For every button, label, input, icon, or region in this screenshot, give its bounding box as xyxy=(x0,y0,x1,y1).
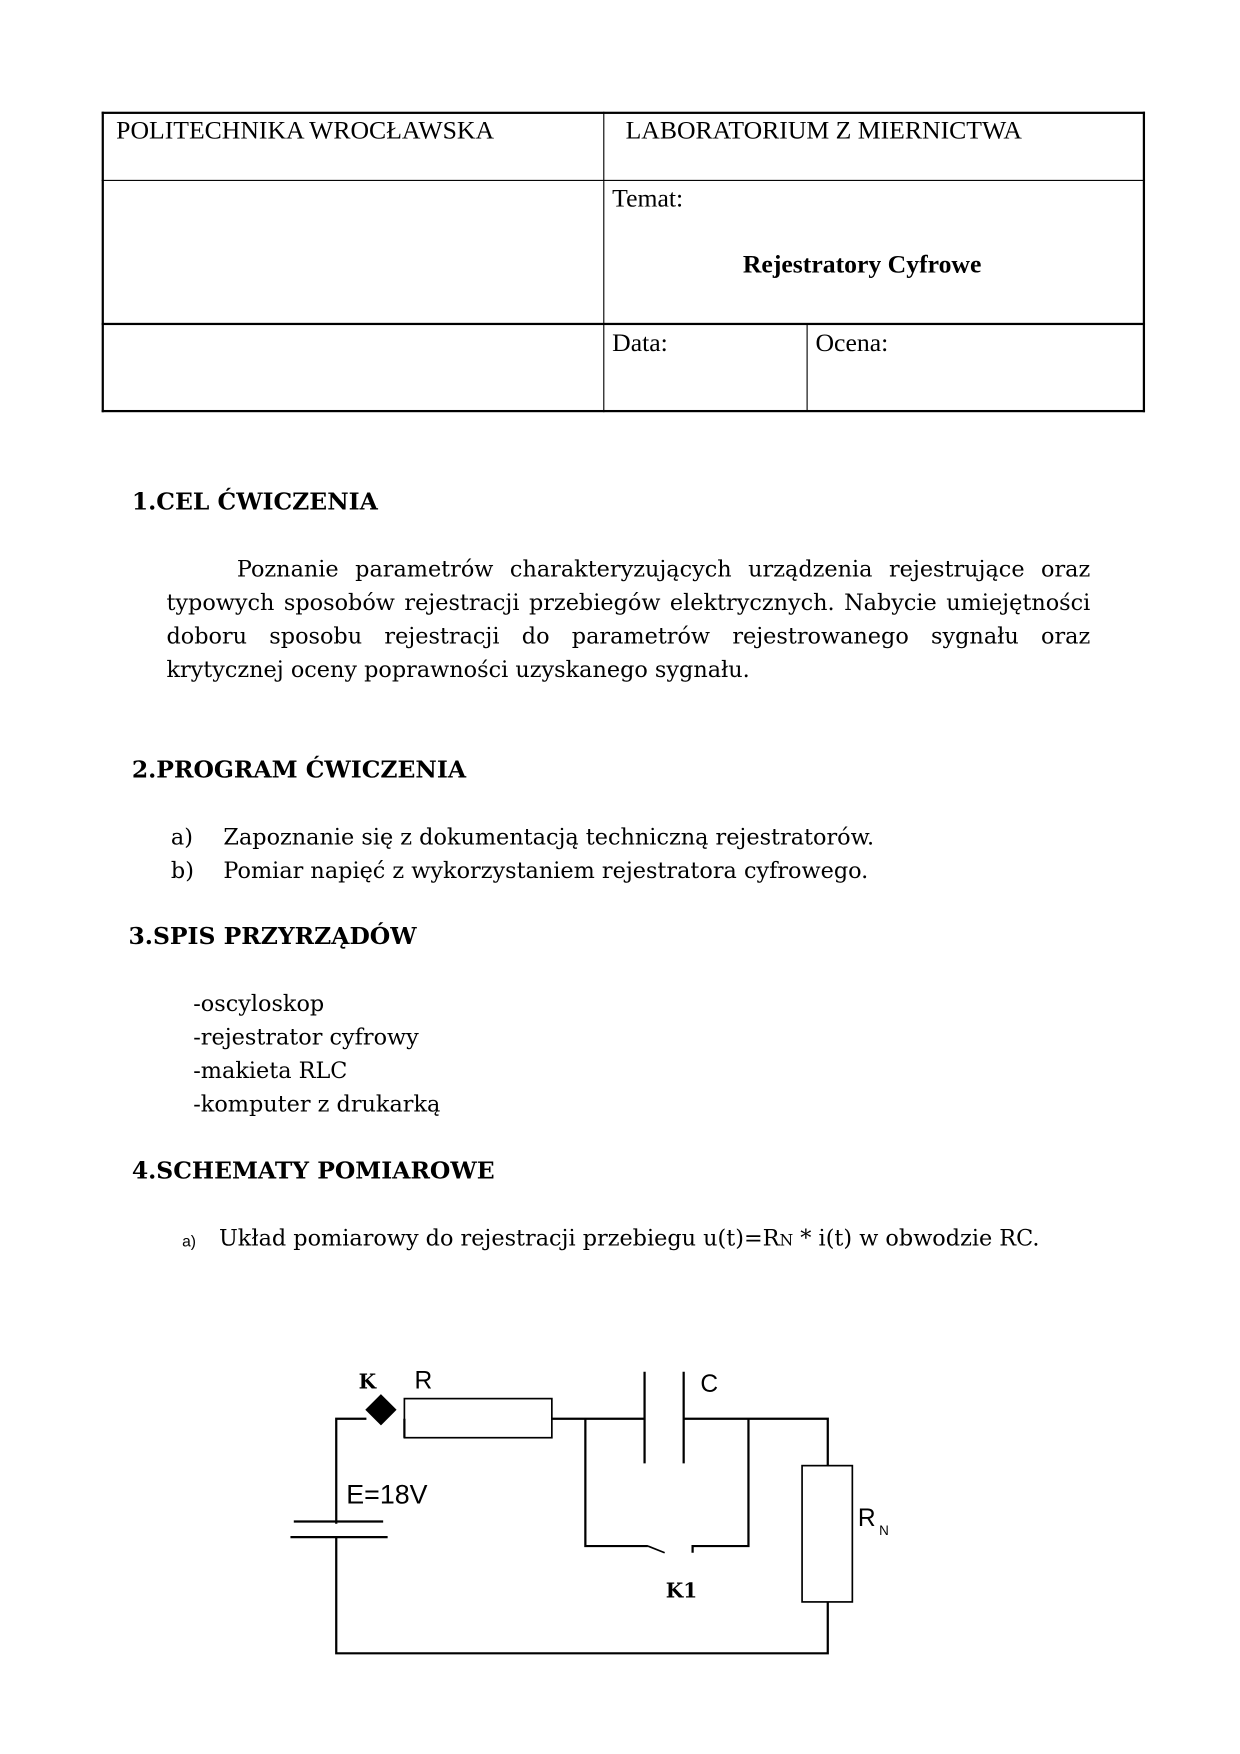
caption-text: * i(t) w obwodzie RC. xyxy=(793,1224,1040,1252)
switch-k-diamond-icon xyxy=(365,1394,396,1425)
university-name: POLITECHNIKA WROCŁAWSKA xyxy=(116,116,495,145)
caption-text: Układ pomiarowy do rejestracji przebiegu u(t)=R xyxy=(218,1224,780,1252)
label-r: R xyxy=(414,1367,433,1395)
list-item: -rejestrator cyfrowy xyxy=(193,1023,419,1051)
label-k: K xyxy=(358,1369,377,1394)
bypass-wire-left xyxy=(585,1419,648,1546)
list-item: Pomiar napięć z wykorzystaniem rejestratora cyfrowego. xyxy=(223,856,869,884)
list-item: -oscyloskop xyxy=(193,989,325,1017)
wire-top xyxy=(404,1419,827,1466)
label-source: E=18V xyxy=(346,1479,428,1510)
resistor-r xyxy=(404,1399,551,1438)
section-heading-goal: 1.CEL ĆWICZENIA xyxy=(131,487,378,515)
list-marker: b) xyxy=(170,856,194,884)
topic-title: Rejestratory Cyfrowe xyxy=(742,250,982,279)
caption-subscript: N xyxy=(779,1232,794,1251)
label-rn-subscript: N xyxy=(879,1522,889,1538)
label-rn: R xyxy=(857,1504,876,1532)
goal-paragraph: Poznanie parametrów charakteryzujących urządzenia rejestrujące oraz typowych sposobów rejestracji przebiegów elektrycznych. Nabycie umiejętności doboru sposobu rejestracji do parametrów rejestrowanego sygnału oraz krytycznej oceny poprawności uzyskanego sygnału. xyxy=(166,555,1091,683)
list-item: -komputer z drukarką xyxy=(193,1090,441,1118)
switch-k1-blade xyxy=(648,1546,665,1553)
section-heading-program: 2.PROGRAM ĆWICZENIA xyxy=(131,755,467,784)
topic-label: Temat: xyxy=(612,184,684,213)
wire-left xyxy=(336,1419,828,1654)
list-marker: a) xyxy=(182,1232,196,1251)
list-marker: a) xyxy=(170,823,193,851)
section-heading-schematics: 4.SCHEMATY POMIAROWE xyxy=(131,1156,495,1185)
resistor-rn xyxy=(802,1466,852,1602)
list-item: Zapoznanie się z dokumentacją techniczną rejestratorów. xyxy=(223,823,875,851)
label-c: C xyxy=(700,1370,719,1398)
list-item: -makieta RLC xyxy=(193,1056,348,1084)
section-heading-instruments: 3.SPIS PRZYRZĄDÓW xyxy=(128,921,417,950)
grade-label: Ocena: xyxy=(815,328,889,357)
date-label: Data: xyxy=(612,328,668,357)
lab-name: LABORATORIUM Z MIERNICTWA xyxy=(625,116,1022,145)
bypass-wire-right xyxy=(693,1419,749,1553)
label-k1: K1 xyxy=(665,1578,698,1603)
